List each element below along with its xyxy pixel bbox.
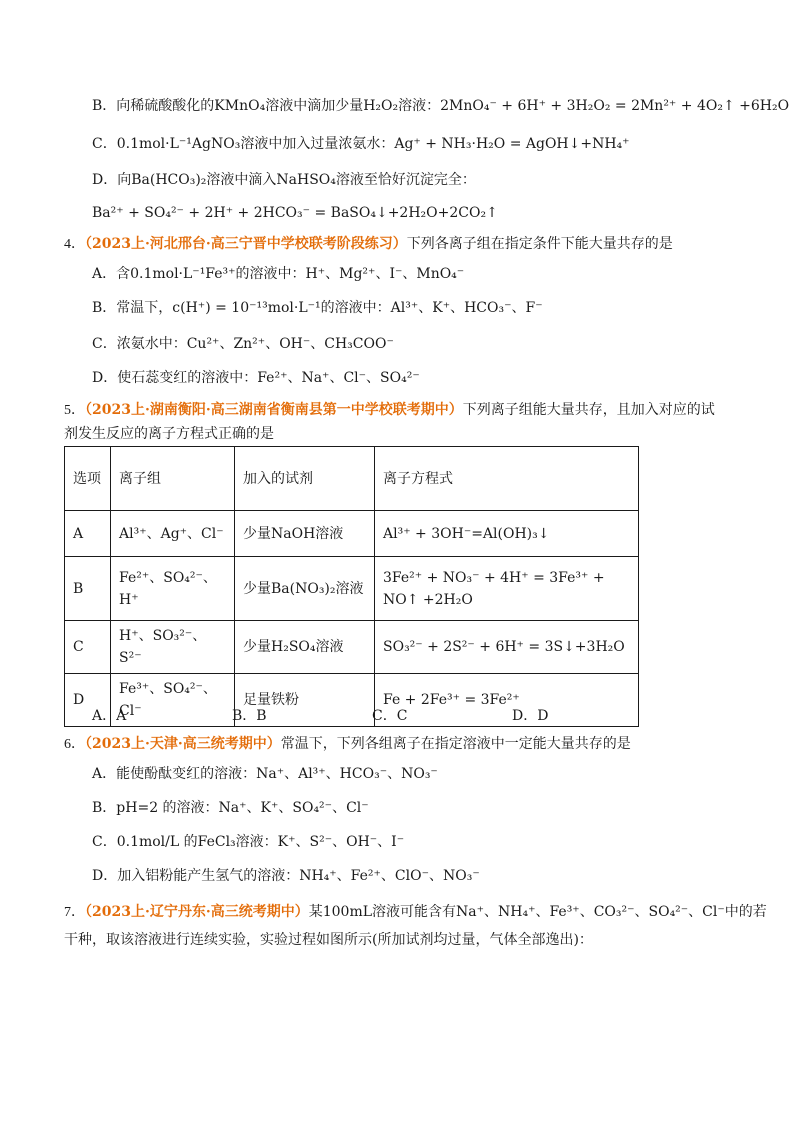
table-row — [65, 511, 639, 557]
q3-option-b-label: B．向稀硫酸酸化的KMnO₄溶液中滴加少量H₂O₂溶液： — [92, 98, 441, 114]
q4-number: 4． — [64, 237, 85, 252]
q4-option-b: B．常温下，c(H⁺) = 10⁻¹³mol·L⁻¹的溶液中：Al³⁺、K⁺、HCO₃⁻、F⁻ — [92, 300, 543, 316]
q5-stem-line1: 下列离子组能大量共存，且加入对应的试 — [462, 402, 715, 418]
header-equation: 离子方程式 — [375, 447, 639, 511]
q7-source: （2023上·辽宁丹东·高三统考期中） — [85, 904, 309, 920]
q6-option-a: A．能使酚酞变红的溶液：Na⁺、Al³⁺、HCO₃⁻、NO₃⁻ — [92, 766, 438, 782]
row-a-reagent: 少量NaOH溶液 — [235, 511, 375, 557]
q6-option-c: C．0.1mol/L 的FeCl₃溶液：K⁺、S²⁻、OH⁻、I⁻ — [92, 834, 405, 850]
header-option: 选项 — [65, 447, 111, 511]
q3-option-d-label: D．向Ba(HCO₃)₂溶液中滴入NaHSO₄溶液至恰好沉淀完全： — [92, 172, 476, 188]
q5-choices — [92, 706, 652, 726]
q7-stem — [64, 902, 767, 923]
q3-option-d-equation: Ba²⁺ + SO₄²⁻ + 2H⁺ + 2HCO₃⁻ = BaSO₄↓+2H₂O+2CO₂↑ — [92, 205, 498, 221]
q4-source: （2023上·河北邢台·高三宁晋中学校联考阶段练习） — [85, 236, 407, 252]
q4-stem-text: 下列各离子组在指定条件下能大量共存的是 — [406, 236, 673, 252]
row-b-reagent: 少量Ba(NO₃)₂溶液 — [235, 557, 375, 621]
q3-option-c-label: C．0.1mol·L⁻¹AgNO₃溶液中加入过量浓氨水： — [92, 136, 395, 152]
q5-source: （2023上·湖南衡阳·高三湖南省衡南县第一中学校联考期中） — [85, 402, 463, 418]
table-header-row — [65, 447, 639, 511]
q6-stem — [64, 734, 631, 755]
header-reagent: 加入的试剂 — [235, 447, 375, 511]
q3-option-b-equation: 2MnO₄⁻ + 6H⁺ + 3H₂O₂ = 2Mn²⁺ + 4O₂↑ +6H₂O — [440, 98, 790, 114]
row-c-option: C — [65, 621, 111, 674]
q5-choice-c: C．C — [372, 708, 408, 724]
table-row — [65, 557, 639, 621]
q6-number: 6． — [64, 737, 85, 752]
row-d-equation: Fe + 2Fe³⁺ = 3Fe²⁺ — [375, 674, 639, 727]
row-d-reagent: 足量铁粉 — [235, 674, 375, 727]
q6-source: （2023上·天津·高三统考期中） — [85, 736, 281, 752]
q5-choice-a: A．A — [92, 708, 127, 724]
q3-option-c-equation: Ag⁺ + NH₃·H₂O = AgOH↓+NH₄⁺ — [394, 136, 630, 152]
header-ion-group: 离子组 — [111, 447, 235, 511]
q7-stem-line2: 干种，取该溶液进行连续实验，实验过程如图所示(所加试剂均过量，气体全部逸出)： — [64, 932, 593, 948]
q7-number: 7． — [64, 905, 85, 920]
q3-option-c — [92, 134, 630, 154]
q5-stem-line2: 剂发生反应的离子方程式正确的是 — [64, 426, 274, 442]
row-b-option: B — [65, 557, 111, 621]
q4-stem — [64, 234, 673, 255]
q3-option-b — [92, 96, 789, 116]
q6-option-b: B．pH=2 的溶液：Na⁺、K⁺、SO₄²⁻、Cl⁻ — [92, 800, 369, 816]
q5-table — [64, 446, 639, 727]
q5-stem — [64, 400, 715, 421]
row-c-equation: SO₃²⁻ + 2S²⁻ + 6H⁺ = 3S↓+3H₂O — [375, 621, 639, 674]
q6-option-d: D．加入铝粉能产生氢气的溶液：NH₄⁺、Fe²⁺、ClO⁻、NO₃⁻ — [92, 868, 480, 884]
row-d-option: D — [65, 674, 111, 727]
row-c-reagent: 少量H₂SO₄溶液 — [235, 621, 375, 674]
table-row — [65, 621, 639, 674]
row-a-ions: Al³⁺、Ag⁺、Cl⁻ — [111, 511, 235, 557]
row-a-option: A — [65, 511, 111, 557]
row-a-equation: Al³⁺ + 3OH⁻=Al(OH)₃↓ — [375, 511, 639, 557]
row-d-ions: Fe³⁺、SO₄²⁻、Cl⁻ — [111, 674, 235, 727]
row-b-equation: 3Fe²⁺ + NO₃⁻ + 4H⁺ = 3Fe³⁺ + NO↑ +2H₂O — [375, 557, 639, 621]
q5-choice-d: D．D — [512, 708, 549, 724]
q4-option-a: A．含0.1mol·L⁻¹Fe³⁺的溶液中：H⁺、Mg²⁺、I⁻、MnO₄⁻ — [92, 266, 465, 282]
q4-option-d: D．使石蕊变红的溶液中：Fe²⁺、Na⁺、Cl⁻、SO₄²⁻ — [92, 370, 420, 386]
row-c-ions: H⁺、SO₃²⁻、S²⁻ — [111, 621, 235, 674]
q4-option-c: C．浓氨水中：Cu²⁺、Zn²⁺、OH⁻、CH₃COO⁻ — [92, 336, 394, 352]
row-b-ions: Fe²⁺、SO₄²⁻、H⁺ — [111, 557, 235, 621]
q5-number: 5． — [64, 403, 85, 418]
q5-choice-b: B．B — [232, 708, 267, 724]
q6-stem-text: 常温下，下列各组离子在指定溶液中一定能大量共存的是 — [280, 736, 631, 752]
q7-stem-line1: 某100mL溶液可能含有Na⁺、NH₄⁺、Fe³⁺、CO₃²⁻、SO₄²⁻、Cl⁻中的若 — [308, 904, 767, 920]
